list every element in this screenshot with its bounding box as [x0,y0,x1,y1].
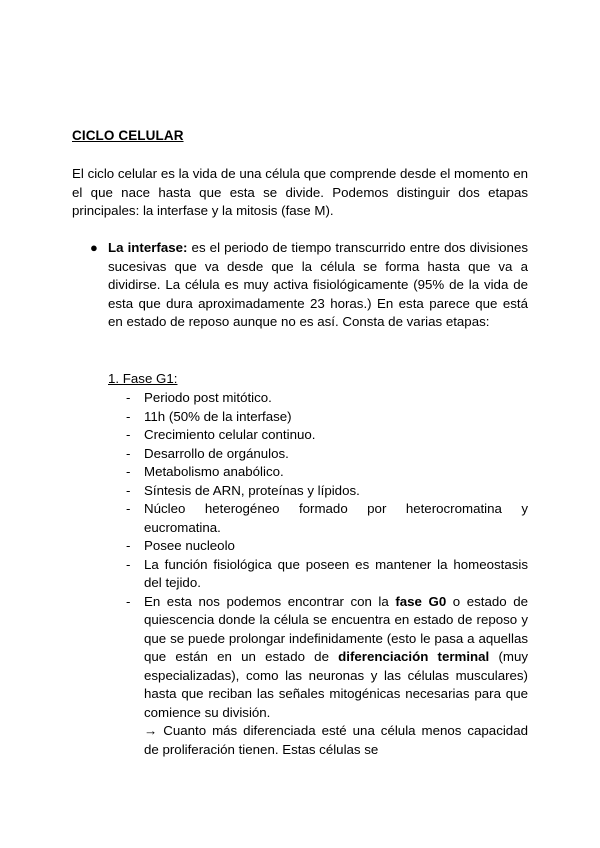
g0-text-3: (muy especializadas), como las neuronas y las células musculares) hasta que reciban las señales mitogénicas necesarias para que comience su división. [144,649,528,720]
dash-icon: - [126,556,131,572]
document-title: CICLO CELULAR [72,128,184,143]
dash-icon: - [126,501,131,516]
dash-icon: - [126,593,131,609]
list-item-text: Síntesis de ARN, proteínas y lípidos. [144,482,360,498]
dash-icon: - [126,482,131,498]
list-item [126,537,528,556]
g0-text-1: En esta nos podemos encontrar con la [144,593,396,609]
dash-icon: - [126,464,131,479]
dash-icon: - [126,408,131,424]
g0-term: fase G0 [395,593,447,609]
list-item [126,389,528,408]
list-item [126,500,528,537]
list-item [126,408,528,427]
list-item-text: La función fisiológica que poseen es mantener la homeostasis del tejido. [144,556,528,590]
bullet-icon: ● [90,240,98,255]
list-item [126,426,528,445]
dash-icon: - [126,390,131,405]
dash-icon: - [126,427,131,442]
arrow-note-paragraph: → Cuanto más diferenciada esté una célula menos capacidad de proliferación tienen. Estas células se [144,723,528,757]
list-item-text: Crecimiento celular continuo. [144,427,316,442]
list-item [126,445,528,464]
intro-paragraph: El ciclo celular es la vida de una célula que comprende desde el momento en el que nace hasta que esta se divide. Podemos distinguir dos etapas principales: la interfase y la mitosis (fase M). [72,166,528,218]
list-item-text: Periodo post mitótico. [144,390,272,405]
interfase-paragraph [108,239,528,332]
list-item-g0 [126,593,528,723]
list-item-text: Desarrollo de orgánulos. [144,445,289,461]
list-item [126,482,528,501]
list-item-text: Posee nucleolo [144,538,235,553]
fase-g1-heading: 1. Fase G1: [108,371,178,386]
list-item-text: Núcleo heterogéneo formado por heterocromatina y eucromatina. [144,501,528,535]
g0-text-2: o estado de quiescencia donde la célula se encuentra en estado de reposo y que se puede prolongar indefinidamente (esto le pasa a aquellas que están en un estado de [144,593,529,664]
fase-g1-list [126,389,528,759]
interfase-description: es el periodo de tiempo transcurrido entre dos divisiones sucesivas que va desde que la célula se forma hasta que va a dividirse. La célula es muy activa fisiológicamente (95% de la vida de esta que dura aproximadamente 23 horas.) En esta parece que está en estado de reposo aunque no es así. Consta de varias etapas: [108,240,528,329]
list-item-text: Metabolismo anabólico. [144,464,284,479]
list-item-text: 11h (50% de la interfase) [144,408,292,424]
list-item [126,556,528,593]
terminal-differentiation-term: diferenciación terminal [338,649,490,664]
interfase-term: La interfase: [108,240,188,255]
dash-icon: - [126,538,131,553]
list-item [126,463,528,482]
dash-icon: - [126,445,131,461]
